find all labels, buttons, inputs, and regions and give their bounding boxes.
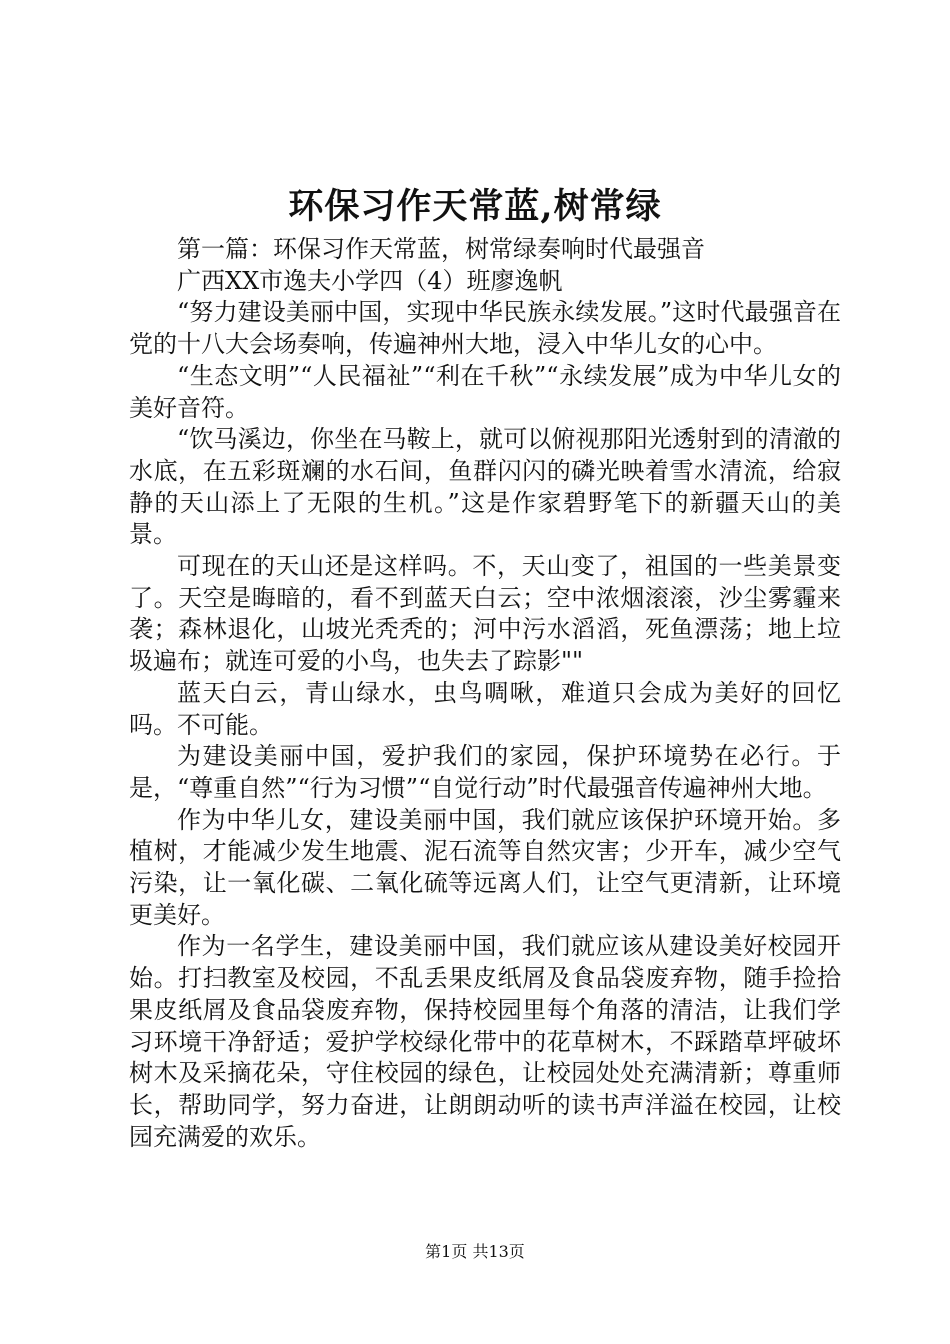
paragraph: 为建设美丽中国，爱护我们的家园，保护环境势在必行。于是，“尊重自然”“行为习惯”“自觉行动”时代最强音传遍神州大地。 — [129, 742, 841, 802]
paragraph: 广西XX市逸夫小学四（4）班廖逸帆 — [177, 266, 563, 295]
paragraph: 蓝天白云，青山绿水，虫鸟啁啾，难道只会成为美好的回忆吗。不可能。 — [129, 678, 841, 739]
paragraph: 作为一名学生，建设美丽中国，我们就应该从建设美好校园开始。打扫教室及校园，不乱丢果皮纸屑及食品袋废弃物，随手捡拾果皮纸屑及食品袋废弃物，保持校园里每个角落的清洁，让我们学习环境干净舒适；爱护学校绿化带中的花草树木，不踩踏草坪破坏树木及采摘花朵，守住校园的绿色，让校园处处充满清新；尊重师长，帮助同学，努力奋进，让朗朗动听的读书声洋溢在校园，让校园充满爱的欢乐。 — [129, 932, 841, 1151]
paragraph: “努力建设美丽中国，实现中华民族永续发展。”这时代最强音在党的十八大会场奏响，传遍神州大地，浸入中华儿女的心中。 — [129, 298, 841, 359]
paragraph: 作为中华儿女，建设美丽中国，我们就应该保护环境开始。多植树，才能减少发生地震、泥石流等自然灾害；少开车，减少空气污染，让一氧化碳、二氧化硫等远离人们，让空气更清新，让环境更美好。 — [129, 805, 841, 929]
paragraph: 可现在的天山还是这样吗。不，天山变了，祖国的一些美景变了。天空是晦暗的，看不到蓝天白云；空中浓烟滚滚，沙尘雾霾来袭；森林退化，山坡光秃秃的；河中污水滔滔，死鱼漂荡；地上垃圾遍布；就连可爱的小鸟，也失去了踪影"" — [129, 552, 841, 676]
page-footer: 第1页 共13页 — [425, 1242, 525, 1261]
document-body — [129, 234, 841, 1153]
paragraph: “生态文明”“人民福祉”“利在千秋”“永续发展”成为中华儿女的美好音符。 — [129, 361, 841, 422]
document-title: 环保习作天常蓝,树常绿 — [288, 186, 662, 227]
paragraph: 第一篇：环保习作天常蓝，树常绿奏响时代最强音 — [177, 235, 705, 263]
paragraph: “饮马溪边，你坐在马鞍上，就可以俯视那阳光透射到的清澈的水底，在五彩斑斓的水石间，鱼群闪闪的磷光映着雪水清流，给寂静的天山添上了无限的生机。”这是作家碧野笔下的新疆天山的美景。 — [129, 425, 841, 549]
